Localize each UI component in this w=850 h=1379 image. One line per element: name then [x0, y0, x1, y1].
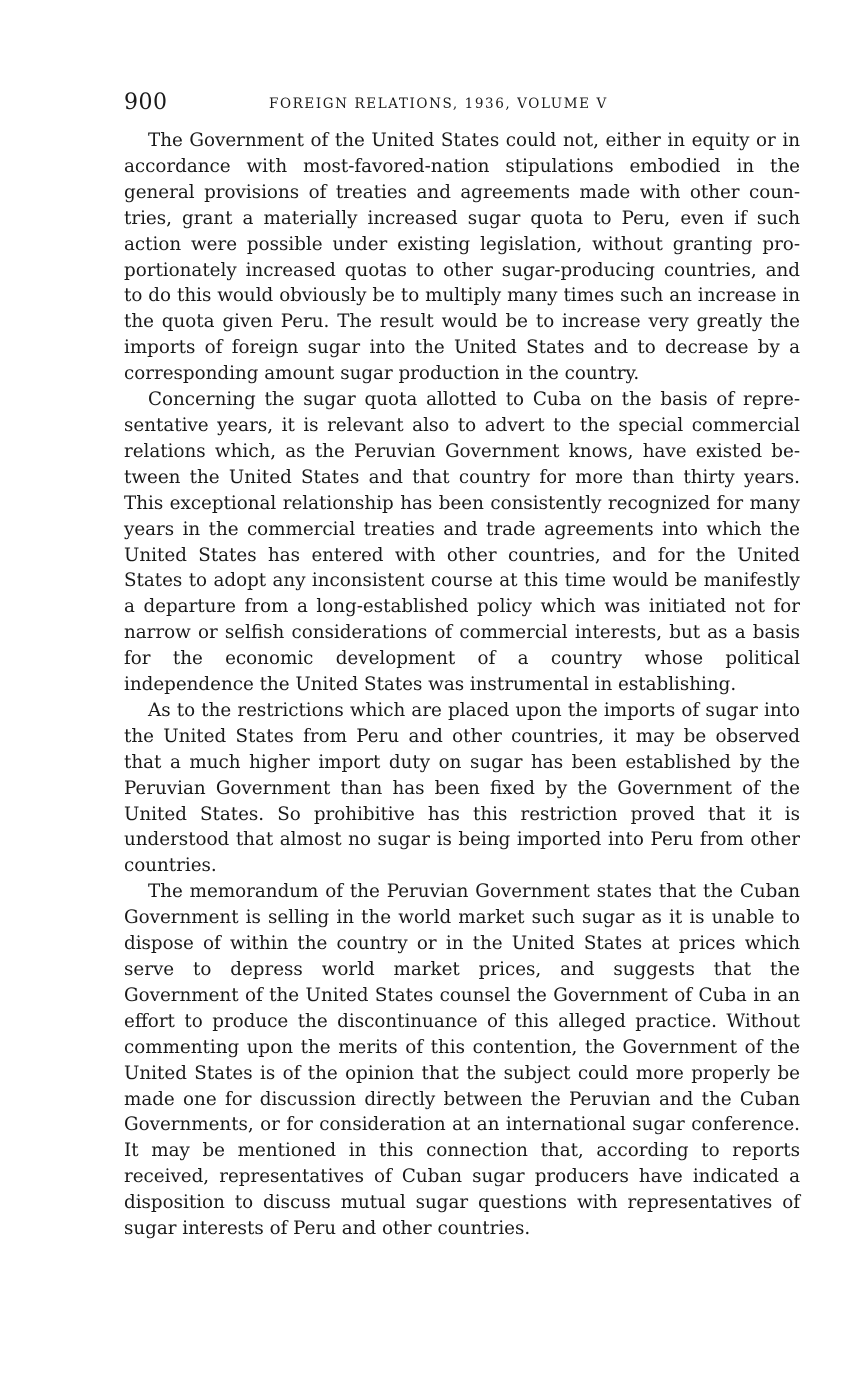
- body-text: [124, 128, 800, 1242]
- page-header: [124, 88, 800, 120]
- paragraph: The Government of the United States could not, either in equity or in accordance with most-favored-nation stipulations embodied in the general provisions of treaties and agreements made with other countries, grant a materially increased sugar quota to Peru, even if such action were possible under existing legislation, without granting proportionately increased quotas to other sugar-producing countries, and to do this would obviously be to multiply many times such an increase in the quota given Peru. The result would be to increase very greatly the imports of foreign sugar into the United States and to decrease by a corresponding amount sugar production in the country.: [124, 130, 800, 385]
- running-head: FOREIGN RELATIONS, 1936, VOLUME V: [269, 96, 608, 112]
- paragraph: The memorandum of the Peruvian Government states that the Cuban Government is selling in the world market such sugar as it is unable to dispose of within the country or in the United States at prices which serve to depress world market prices, and suggests that the Government of the United States counsel the Government of Cuba in an effort to produce the discontinuance of this alleged practice. Without commenting upon the merits of this contention, the Government of the United States is of the opinion that the subject could more properly be made one for discussion directly between the Peruvian and the Cuban Governments, or for consideration at an international sugar conference. It may be mentioned in this connection that, according to reports received, representatives of Cuban sugar producers have indicated a disposition to discuss mutual sugar questions with representatives of sugar interests of Peru and other countries.: [124, 881, 800, 1240]
- page-number: 900: [124, 90, 168, 115]
- paragraph: Concerning the sugar quota allotted to Cuba on the basis of representative years, it is relevant also to advert to the special commercial relations which, as the Peruvian Government knows, have existed between the United States and that country for more than thirty years. This exceptional relationship has been consistently recognized for many years in the commercial treaties and trade agreements into which the United States has entered with other countries, and for the United States to adopt any inconsistent course at this time would be manifestly a departure from a long-established policy which was initiated not for narrow or selfish considerations of commercial interests, but as a basis for the economic development of a country whose political independence the United States was instrumental in establishing.: [124, 389, 800, 696]
- paragraph: As to the restrictions which are placed upon the imports of sugar into the United States from Peru and other countries, it may be observed that a much higher import duty on sugar has been established by the Peruvian Government than has been fixed by the Government of the United States. So prohibitive has this restriction proved that it is understood that almost no sugar is being imported into Peru from other countries.: [124, 699, 800, 877]
- document-page: [124, 88, 800, 1242]
